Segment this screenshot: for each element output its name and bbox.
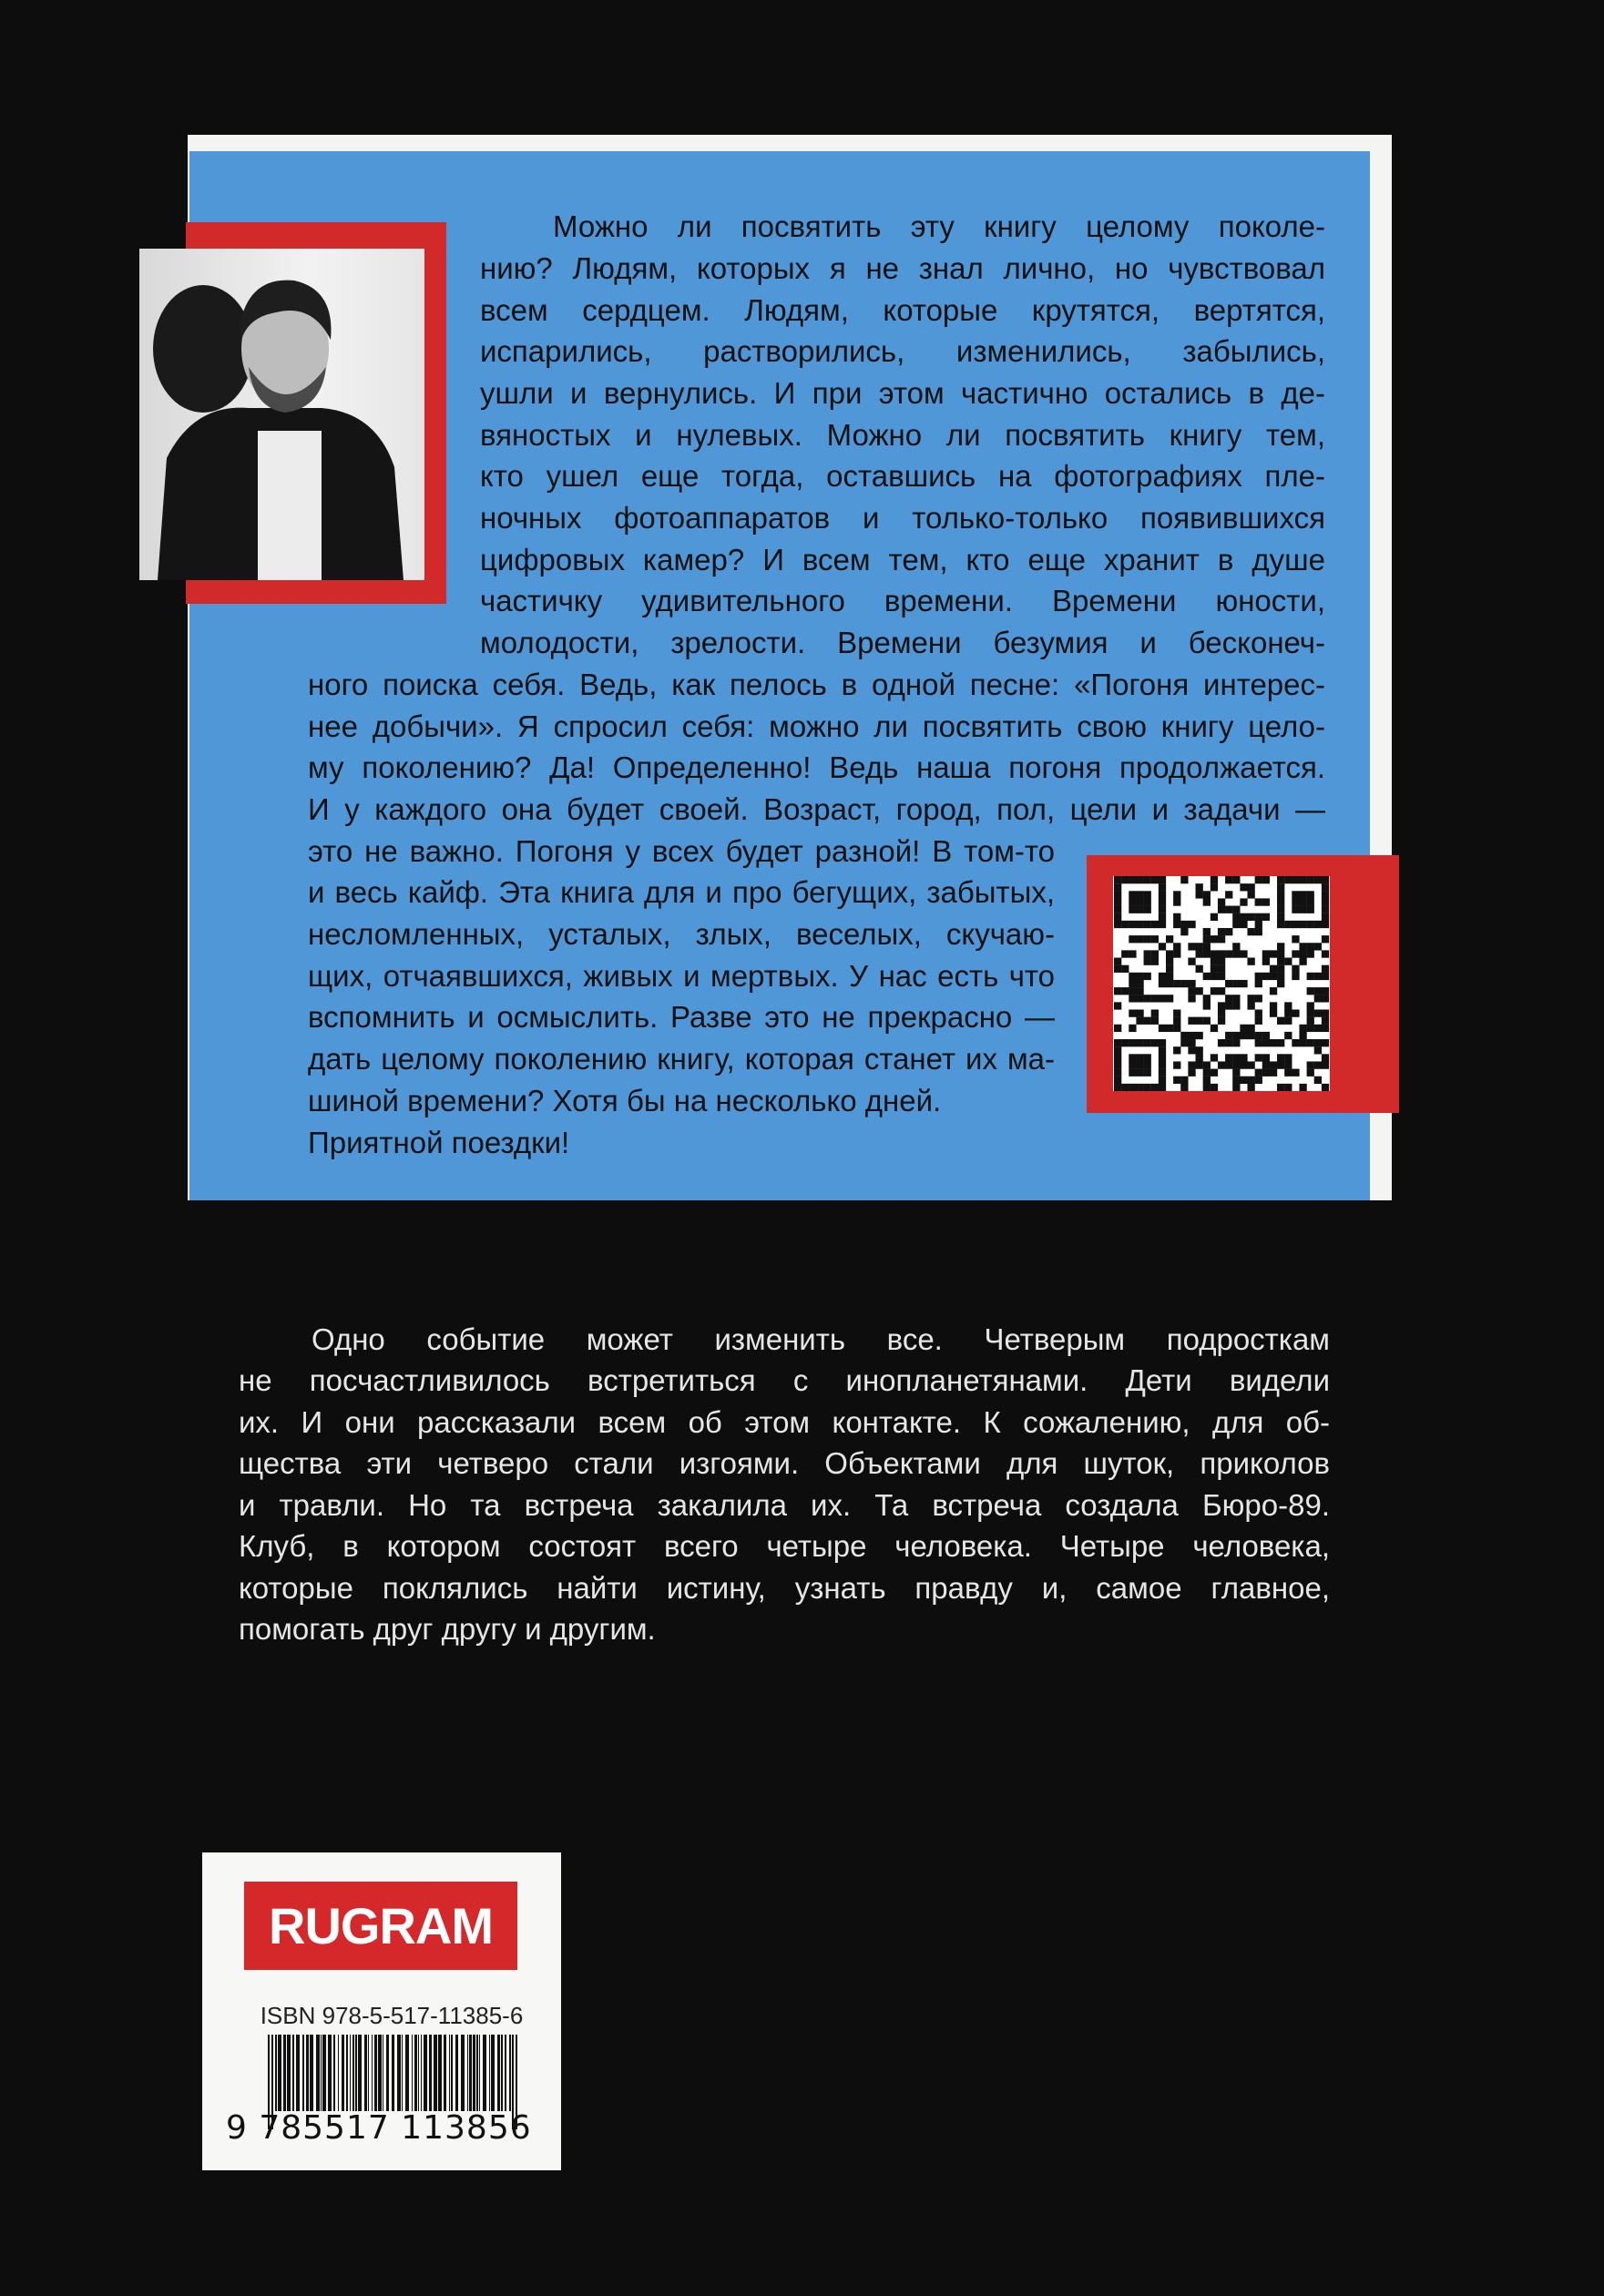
- blurb-line: молодости, зрелости. Времени безумия и бесконеч-: [480, 626, 1325, 659]
- blurb-line: кто ушел еще тогда, оставшись на фотографиях пле-: [480, 459, 1325, 493]
- blurb-line: вспомнить и осмыслить. Разве это не прекрасно —: [308, 1000, 1055, 1034]
- blurb-line: несломленных, усталых, злых, веселых, скучаю-: [308, 917, 1055, 951]
- author-photo: [139, 249, 424, 580]
- blurb-line: му поколению? Да! Определенно! Ведь наша погоня продолжается.: [308, 750, 1325, 784]
- blurb-line: всем сердцем. Людям, которые крутятся, вертятся,: [480, 293, 1325, 327]
- synopsis-line: щества эти четверо стали изгоями. Объектами для шуток, приколов: [239, 1446, 1330, 1480]
- barcode-digits: 9 785517 113856: [226, 2109, 532, 2147]
- synopsis-line: не посчастливилось встретиться с инопланетянами. Дети видели: [239, 1363, 1330, 1397]
- blurb-line: ночных фотоаппаратов и только-только появившихся: [480, 501, 1325, 535]
- blurb-line: это не важно. Погоня у всех будет разной! В том-то: [308, 834, 1055, 868]
- blurb-line: шиной времени? Хотя бы на несколько дней.: [308, 1084, 942, 1117]
- blurb-line: вяностых и нулевых. Можно ли посвятить книгу тем,: [480, 418, 1325, 452]
- blurb-line: Можно ли посвятить эту книгу целому поколе-: [553, 209, 1325, 243]
- qr-code[interactable]: [1113, 876, 1330, 1091]
- blurb-line: испарились, растворились, изменились, забылись,: [480, 334, 1325, 368]
- blurb-closing: Приятной поездки!: [308, 1126, 570, 1159]
- blurb-line: нее добычи». Я спросил себя: можно ли посвятить свою книгу цело-: [308, 709, 1325, 743]
- blurb-line: частичку удивительного времени. Времени юности,: [480, 584, 1325, 617]
- blurb-line: щих, отчаявшихся, живых и мертвых. У нас есть что: [308, 959, 1055, 993]
- blurb-line: ушли и вернулись. И при этом частично остались в де-: [480, 376, 1325, 410]
- blurb-line: дать целому поколению книгу, которая станет их ма-: [308, 1042, 1055, 1076]
- publisher-logo: RUGRAM: [244, 1882, 517, 1970]
- synopsis-line: их. И они рассказали всем об этом контакте. К сожалению, для об-: [239, 1405, 1330, 1439]
- blurb-line: И у каждого она будет своей. Возраст, город, пол, цели и задачи —: [308, 792, 1325, 826]
- blurb-line: и весь кайф. Эта книга для и про бегущих, забытых,: [308, 875, 1055, 909]
- synopsis-line: которые поклялись найти истину, узнать правду и, самое главное,: [239, 1571, 1330, 1605]
- blurb-line: цифровых камер? И всем тем, кто еще хранит в душе: [480, 543, 1325, 577]
- synopsis-line: помогать друг другу и другим.: [239, 1612, 656, 1646]
- synopsis-line: и травли. Но та встреча закалила их. Та встреча создала Бюро-89.: [239, 1488, 1330, 1522]
- synopsis-line: Клуб, в котором состоят всего четыре человека. Четыре человека,: [239, 1529, 1330, 1563]
- isbn-label: ISBN 978-5-517-11385-6: [260, 2002, 524, 2029]
- synopsis-line: Одно событие может изменить все. Четверым подросткам: [312, 1322, 1330, 1356]
- blurb-line: нию? Людям, которых я не знал лично, но чувствовал: [480, 251, 1325, 285]
- blurb-line: ного поиска себя. Ведь, как пелось в одной песне: «Погоня интерес-: [308, 668, 1325, 701]
